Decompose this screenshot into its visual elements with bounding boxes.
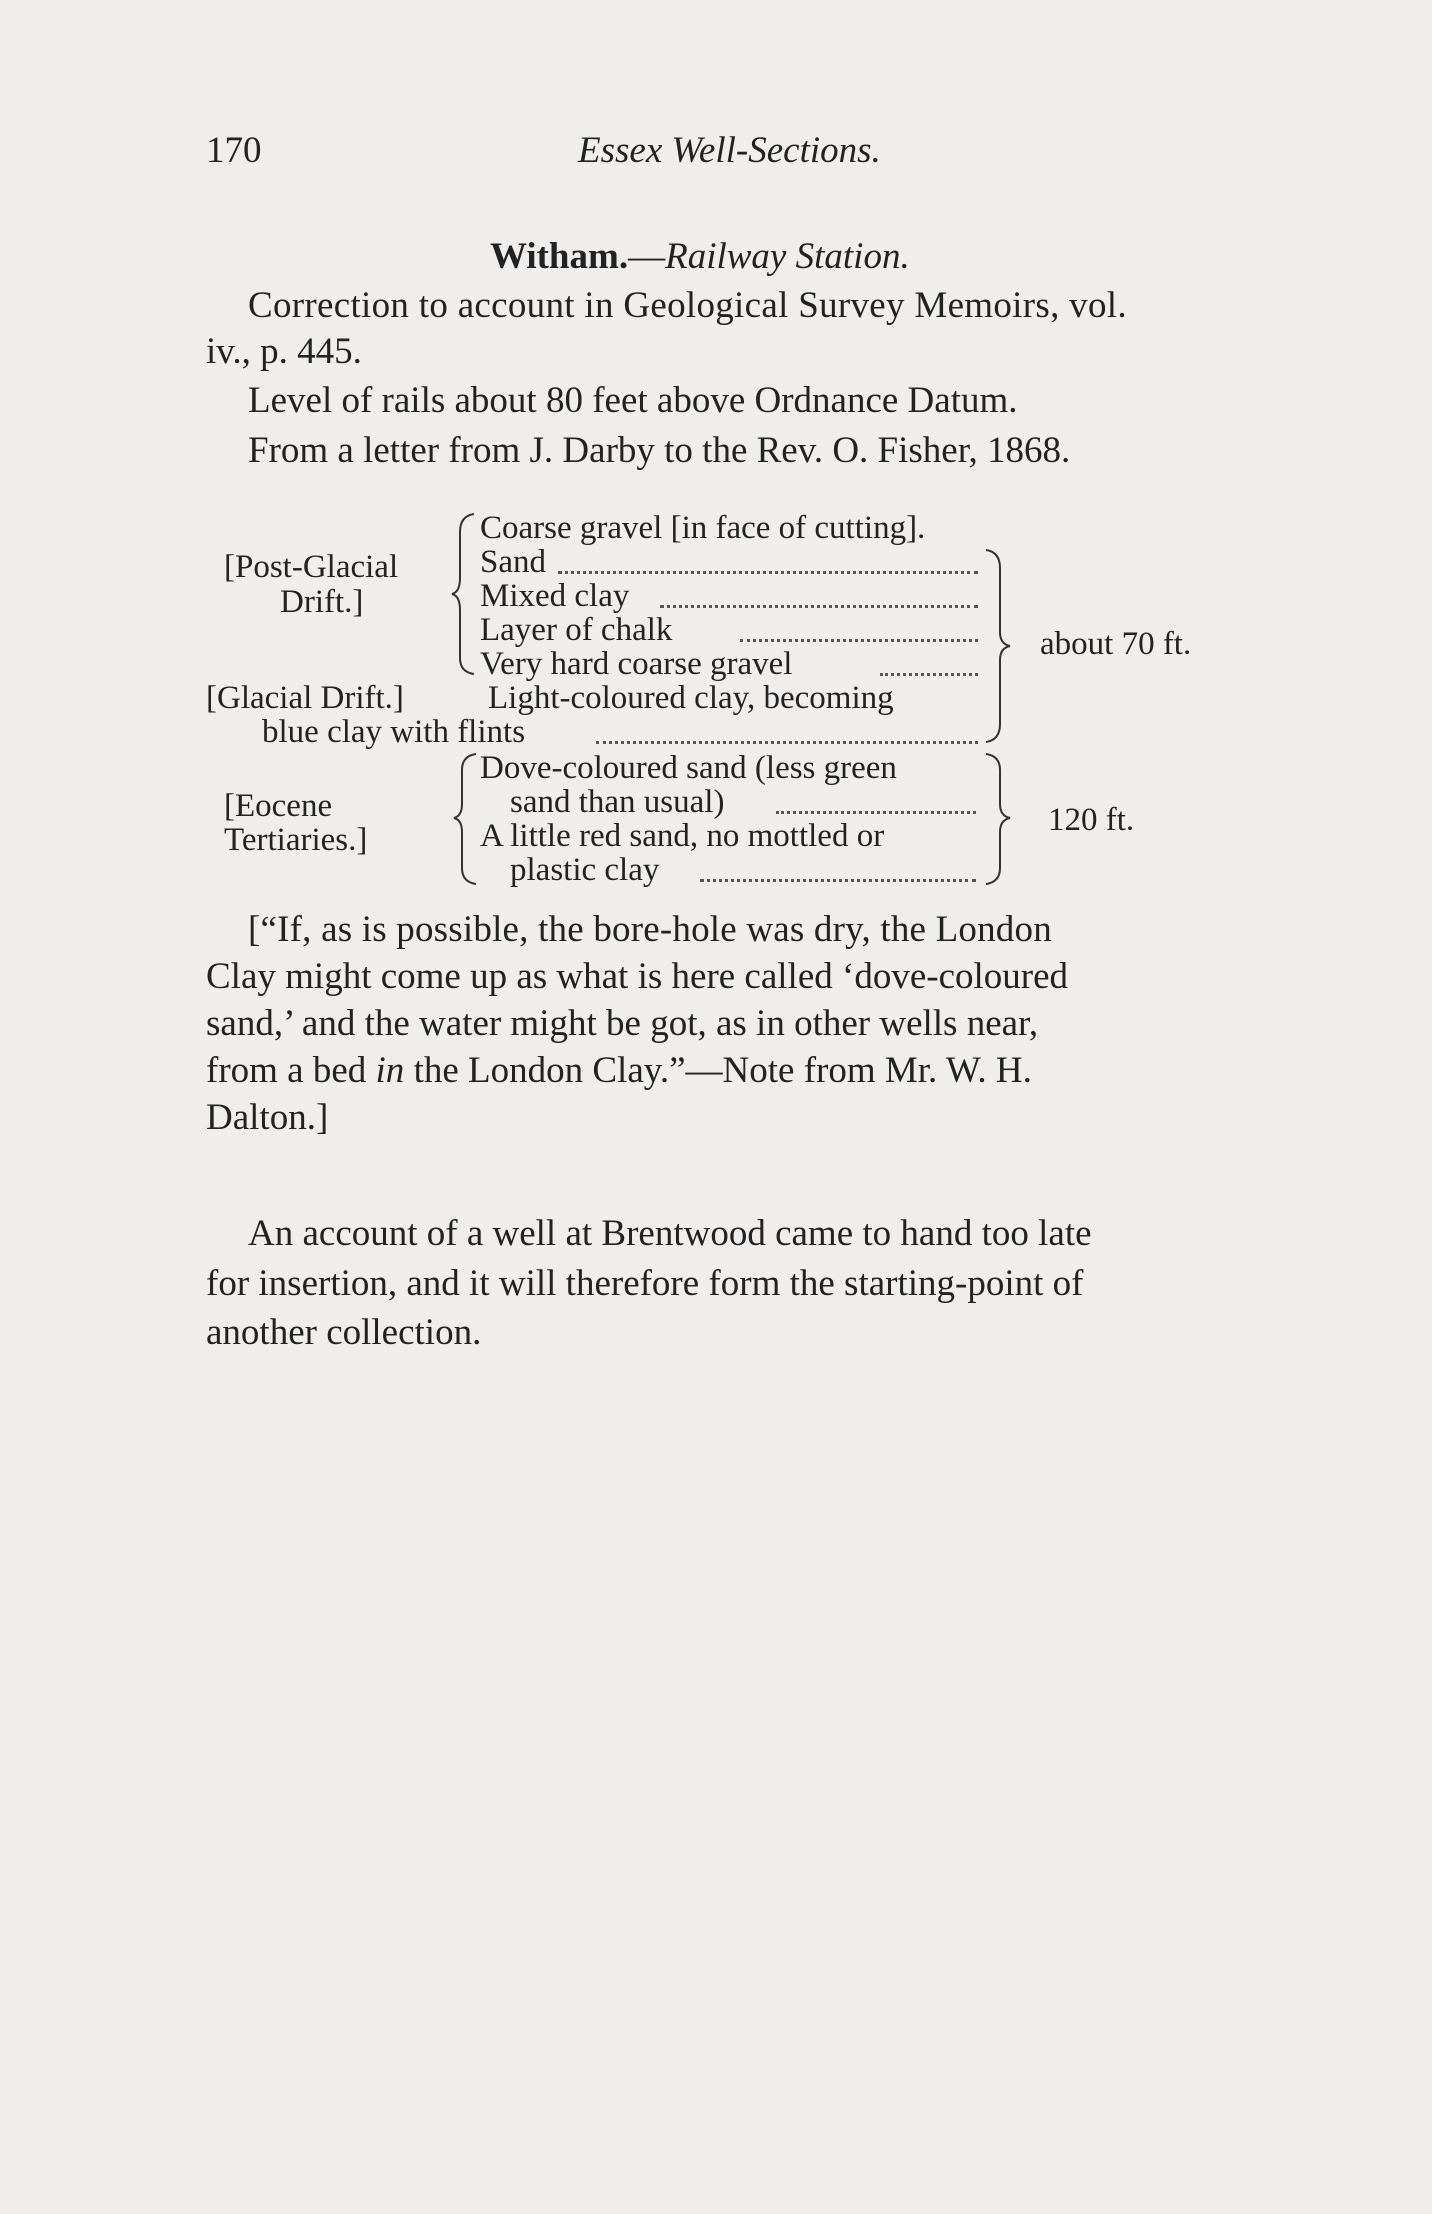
note-line-2: Clay might come up as what is here called ‘dove-coloured [206, 956, 1069, 997]
leader-dots [596, 741, 978, 744]
bed-light-coloured-clay: Light-coloured clay, becoming [488, 680, 894, 716]
note-line-4-text: from a bed [206, 1050, 376, 1091]
closing-line-3: another collection. [206, 1312, 482, 1353]
site-name: Railway Station. [665, 236, 910, 277]
note-line-1: [“If, as is possible, the bore-hole was dry, the London [248, 909, 1052, 950]
group-label-post-glacial-2: Drift.] [280, 584, 364, 620]
leader-dots [880, 673, 978, 676]
page-number: 170 [206, 130, 262, 171]
right-brace-70ft [984, 548, 1014, 744]
bed-layer-of-chalk: Layer of chalk [480, 612, 673, 648]
group-label-eocene-1: [Eocene [224, 788, 333, 824]
note-line-3: sand,’ and the water might be got, as in other wells near, [206, 1003, 1039, 1044]
group-label-post-glacial-1: [Post-Glacial [224, 549, 399, 585]
note-line-4 [206, 1052, 1032, 1089]
thickness-about-70ft: about 70 ft. [1040, 626, 1192, 662]
leader-dots [660, 605, 978, 608]
bed-sand: Sand [480, 544, 546, 580]
left-brace-eocene [452, 752, 482, 886]
right-brace-120ft [984, 752, 1014, 886]
closing-line-1: An account of a well at Brentwood came to hand too late [248, 1213, 1092, 1254]
closing-line-2: for insertion, and it will therefore form the starting-point of [206, 1263, 1084, 1304]
note-line-4-text: the London Clay.”—Note from Mr. W. H. [404, 1050, 1032, 1091]
note-line-5: Dalton.] [206, 1097, 329, 1138]
group-label-glacial-drift: [Glacial Drift.] [206, 680, 404, 716]
bed-very-hard-gravel: Very hard coarse gravel [480, 646, 793, 682]
bed-red-sand: A little red sand, no mottled or [480, 818, 885, 854]
bed-sand-than-usual: sand than usual) [510, 784, 725, 820]
heading-dash: — [628, 236, 666, 277]
running-title: Essex Well-Sections. [578, 130, 881, 171]
place-name: Witham. [490, 236, 629, 277]
bed-blue-clay-flints: blue clay with flints [262, 714, 526, 750]
level-line: Level of rails about 80 feet above Ordnance Datum. [248, 380, 1018, 421]
intro-line-1: Correction to account in Geological Survey Memoirs, vol. [248, 285, 1127, 326]
bed-plastic-clay: plastic clay [510, 852, 660, 888]
leader-dots [558, 571, 978, 574]
leader-dots [700, 879, 976, 882]
thickness-120ft: 120 ft. [1048, 802, 1135, 838]
source-line: From a letter from J. Darby to the Rev. O. Fisher, 1868. [248, 430, 1071, 471]
bed-coarse-gravel: Coarse gravel [in face of cutting]. [480, 510, 926, 546]
bed-dove-coloured-sand: Dove-coloured sand (less green [480, 750, 897, 786]
bed-mixed-clay: Mixed clay [480, 578, 630, 614]
note-line-4-italic: in [375, 1050, 405, 1091]
group-label-eocene-2: Tertiaries.] [224, 822, 368, 858]
leader-dots [776, 811, 976, 814]
intro-line-2: iv., p. 445. [206, 331, 362, 372]
left-brace-post-glacial [450, 512, 480, 677]
entry-heading [490, 238, 910, 275]
leader-dots [740, 639, 978, 642]
